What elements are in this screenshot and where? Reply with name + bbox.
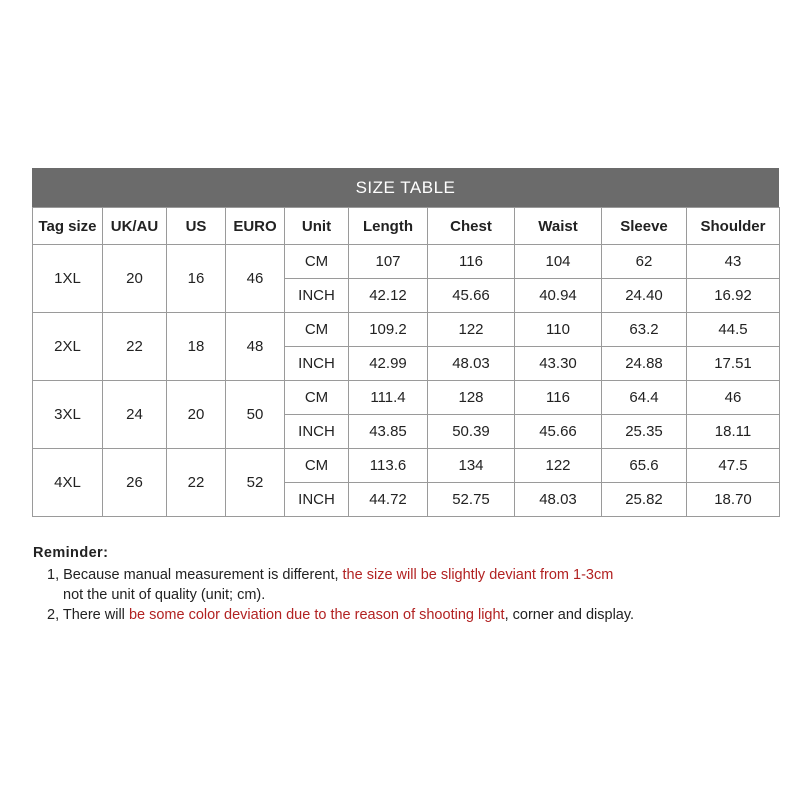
- chest-cell: 134: [428, 449, 515, 483]
- header-euro: EURO: [226, 208, 285, 245]
- sleeve-cell: 24.88: [602, 347, 687, 381]
- shoulder-cell: 18.70: [687, 483, 780, 517]
- unit-cell: INCH: [285, 347, 349, 381]
- length-cell: 113.6: [349, 449, 428, 483]
- waist-cell: 48.03: [515, 483, 602, 517]
- tag-size-cell: 3XL: [33, 381, 103, 449]
- euro-cell: 48: [226, 313, 285, 381]
- header-us: US: [167, 208, 226, 245]
- uk-au-cell: 26: [103, 449, 167, 517]
- sleeve-cell: 25.82: [602, 483, 687, 517]
- sleeve-cell: 65.6: [602, 449, 687, 483]
- waist-cell: 122: [515, 449, 602, 483]
- waist-cell: 43.30: [515, 347, 602, 381]
- header-waist: Waist: [515, 208, 602, 245]
- reminder-section: [33, 543, 773, 625]
- uk-au-cell: 20: [103, 245, 167, 313]
- shoulder-cell: 47.5: [687, 449, 780, 483]
- note-1-highlight: the size will be slightly deviant from 1-3cm: [342, 567, 614, 583]
- note-2-highlight: be some color deviation due to the reason of shooting light: [128, 607, 505, 623]
- header-uk-au: UK/AU: [103, 208, 167, 245]
- table-row: [33, 313, 780, 347]
- unit-cell: INCH: [285, 415, 349, 449]
- length-cell: 111.4: [349, 381, 428, 415]
- chest-cell: 45.66: [428, 279, 515, 313]
- us-cell: 22: [167, 449, 226, 517]
- uk-au-cell: 22: [103, 313, 167, 381]
- sleeve-cell: 24.40: [602, 279, 687, 313]
- reminder-note-1-continuation: not the unit of quality (unit; cm).: [63, 587, 266, 603]
- sleeve-cell: 62: [602, 245, 687, 279]
- euro-cell: 46: [226, 245, 285, 313]
- us-cell: 18: [167, 313, 226, 381]
- sleeve-cell: 25.35: [602, 415, 687, 449]
- shoulder-cell: 46: [687, 381, 780, 415]
- sleeve-cell: 63.2: [602, 313, 687, 347]
- waist-cell: 104: [515, 245, 602, 279]
- note-1-text: 1, Because manual measurement is different,: [47, 567, 343, 583]
- unit-cell: CM: [285, 245, 349, 279]
- table-row: [33, 381, 780, 415]
- reminder-note-1: [33, 565, 773, 585]
- length-cell: 109.2: [349, 313, 428, 347]
- tag-size-cell: 2XL: [33, 313, 103, 381]
- chest-cell: 116: [428, 245, 515, 279]
- chest-cell: 52.75: [428, 483, 515, 517]
- shoulder-cell: 44.5: [687, 313, 780, 347]
- reminder-note-2: [33, 605, 773, 625]
- euro-cell: 52: [226, 449, 285, 517]
- header-chest: Chest: [428, 208, 515, 245]
- unit-cell: CM: [285, 313, 349, 347]
- header-tag-size: Tag size: [33, 208, 103, 245]
- uk-au-cell: 24: [103, 381, 167, 449]
- sleeve-cell: 64.4: [602, 381, 687, 415]
- table-row: [33, 245, 780, 279]
- header-row: [33, 208, 780, 245]
- table-row: [33, 449, 780, 483]
- header-shoulder: Shoulder: [687, 208, 780, 245]
- unit-cell: INCH: [285, 483, 349, 517]
- us-cell: 20: [167, 381, 226, 449]
- length-cell: 107: [349, 245, 428, 279]
- tag-size-cell: 4XL: [33, 449, 103, 517]
- euro-cell: 50: [226, 381, 285, 449]
- size-chart: [32, 168, 779, 517]
- waist-cell: 116: [515, 381, 602, 415]
- us-cell: 16: [167, 245, 226, 313]
- chest-cell: 48.03: [428, 347, 515, 381]
- waist-cell: 40.94: [515, 279, 602, 313]
- length-cell: 43.85: [349, 415, 428, 449]
- shoulder-cell: 18.11: [687, 415, 780, 449]
- waist-cell: 110: [515, 313, 602, 347]
- length-cell: 44.72: [349, 483, 428, 517]
- header-unit: Unit: [285, 208, 349, 245]
- tag-size-cell: 1XL: [33, 245, 103, 313]
- table-title: SIZE TABLE: [32, 168, 779, 207]
- waist-cell: 45.66: [515, 415, 602, 449]
- length-cell: 42.99: [349, 347, 428, 381]
- chest-cell: 122: [428, 313, 515, 347]
- size-table: [32, 207, 780, 517]
- unit-cell: CM: [285, 449, 349, 483]
- reminder-title: Reminder:: [33, 545, 109, 561]
- chest-cell: 50.39: [428, 415, 515, 449]
- shoulder-cell: 16.92: [687, 279, 780, 313]
- chest-cell: 128: [428, 381, 515, 415]
- note-2-text: 2, There will: [47, 607, 129, 623]
- length-cell: 42.12: [349, 279, 428, 313]
- header-sleeve: Sleeve: [602, 208, 687, 245]
- unit-cell: INCH: [285, 279, 349, 313]
- shoulder-cell: 43: [687, 245, 780, 279]
- unit-cell: CM: [285, 381, 349, 415]
- note-2-suffix: , corner and display.: [504, 607, 635, 623]
- header-length: Length: [349, 208, 428, 245]
- shoulder-cell: 17.51: [687, 347, 780, 381]
